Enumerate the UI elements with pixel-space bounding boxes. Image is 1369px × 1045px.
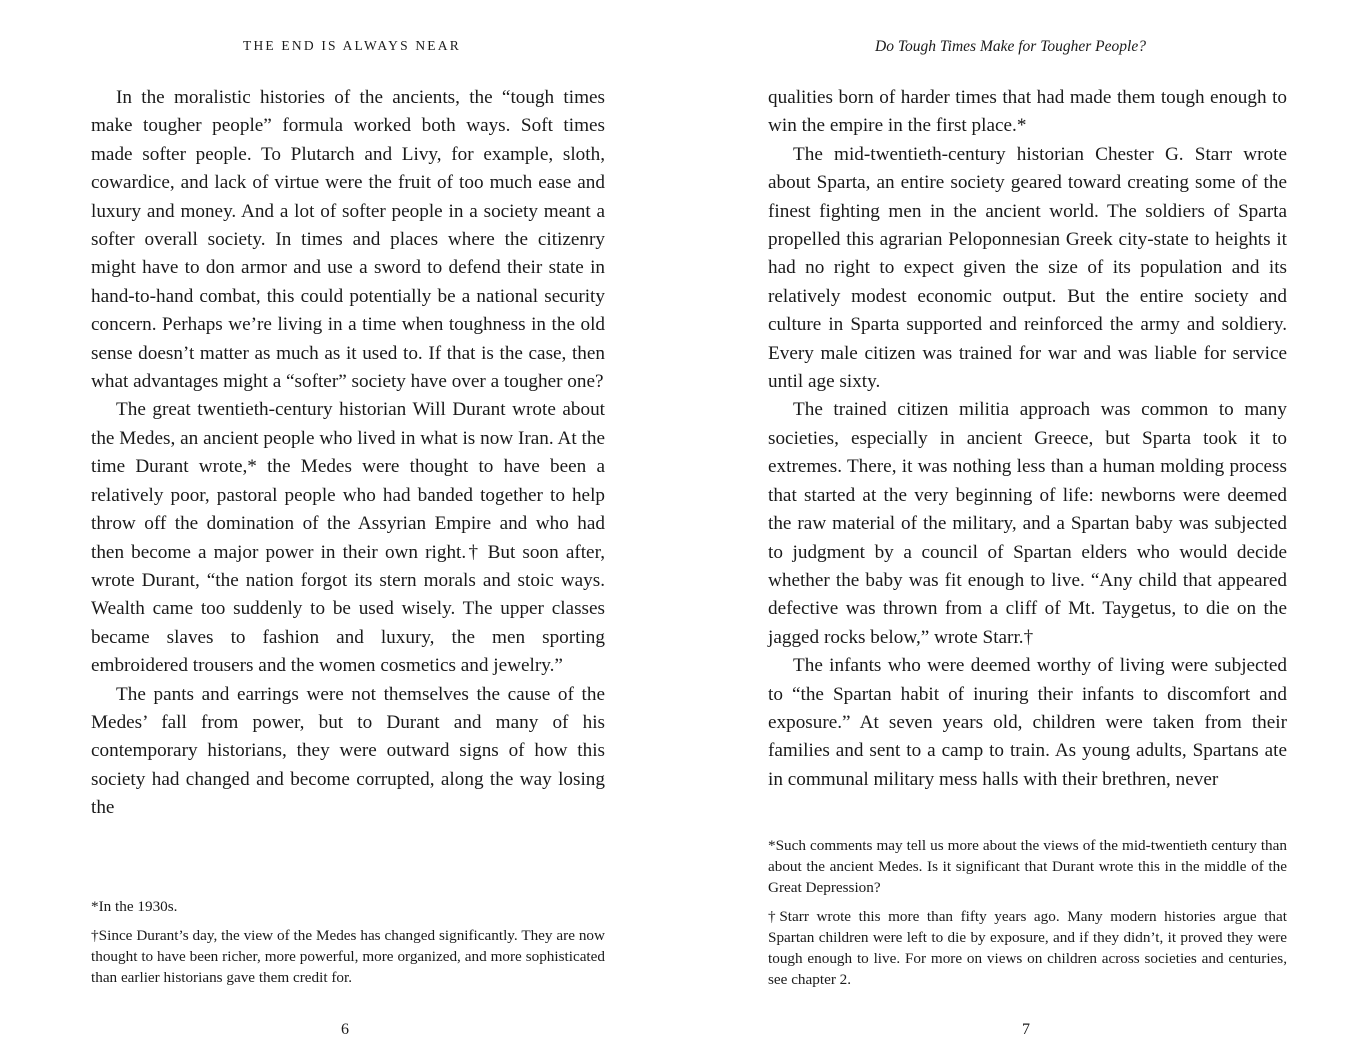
paragraph: qualities born of harder times that had made them tough enough to win the empire in the first place.* xyxy=(768,87,1287,137)
page-number: 6 xyxy=(341,1021,349,1038)
footnote: †Starr wrote this more than fifty years ago. Many modern histories argue that Spartan children were left to die by exposure, and if they didn’t, it proved they were tough enough to live. For more on views on children across societies and centuries, see chapter 2. xyxy=(768,908,1287,988)
right-page xyxy=(684,0,1369,1045)
paragraph: The pants and earrings were not themselves the cause of the Medes’ fall from power, but to Durant and many of his contemporary historians, they were outward signs of how this society had changed and become corrupted, along the way losing the xyxy=(91,683,605,819)
page-number: 7 xyxy=(1022,1021,1030,1038)
paragraph: The great twentieth-century historian Will Durant wrote about the Medes, an ancient people who lived in what is now Iran. At the time Durant wrote,* the Medes were thought to have been a relatively poor, pastoral people who had banded together to help throw off the domination of the Assyrian Empire and who had then become a major power in their own right.† But soon after, wrote Durant, “the nation forgot its stern morals and stoic ways. Wealth came too suddenly to be used wisely. The upper classes became slaves to fashion and luxury, the men sporting embroidered trousers and the women cosmetics and jewelry.” xyxy=(91,399,605,677)
running-head: THE END IS ALWAYS NEAR xyxy=(243,38,461,53)
paragraph: In the moralistic histories of the ancients, the “tough times make tougher people” formula worked both ways. Soft times made softer people. To Plutarch and Livy, for example, sloth, cowardice, and lack of virtue were the fruit of too much ease and luxury and money. And a lot of softer people in a society meant a softer overall society. In times and places where the citizenry might have to don armor and use a sword to defend their state in hand-to-hand combat, this could potentially be a national security concern. Perhaps we’re living in a time when toughness in the old sense doesn’t matter as much as it used to. If that is the case, then what advantages might a “softer” society have over a tougher one? xyxy=(91,87,605,393)
footnotes xyxy=(768,835,1287,998)
running-head: Do Tough Times Make for Tougher People? xyxy=(875,38,1146,55)
paragraph: The mid-twentieth-century historian Chester G. Starr wrote about Sparta, an entire society geared toward creating some of the finest fighting men in the ancient world. The soldiers of Sparta propelled this agrarian Peloponnesian Greek city-state to heights it had no right to expect given the size of its population and its relatively modest economic output. But the entire society and culture in Sparta supported and reinforced the army and soldiery. Every male citizen was trained for war and was liable for service until age sixty. xyxy=(768,143,1287,393)
footnote: *Such comments may tell us more about the views of the mid-twentieth century than about the ancient Medes. Is it significant that Durant wrote this in the middle of the Great Depression? xyxy=(768,837,1287,896)
footnote: *In the 1930s. xyxy=(91,898,178,915)
body-text xyxy=(91,84,605,823)
left-page xyxy=(0,0,684,1045)
footnote: †Since Durant’s day, the view of the Medes has changed significantly. They are now thought to have been richer, more powerful, more organized, and more sophisticated than earlier historians gave them credit for. xyxy=(91,927,605,986)
footnotes xyxy=(91,896,605,996)
paragraph: The infants who were deemed worthy of living were subjected to “the Spartan habit of inuring their infants to discomfort and exposure.” At seven years old, children were taken from their families and sent to a camp to train. As young adults, Spartans ate in communal military mess halls with their brethren, never xyxy=(768,655,1287,790)
body-text xyxy=(768,84,1287,794)
paragraph: The trained citizen militia approach was common to many societies, especially in ancient Greece, but Sparta took it to extremes. There, it was nothing less than a human molding process that started at the very beginning of life: newborns were deemed the raw material of the military, and a Spartan baby was subjected to judgment by a council of Spartan elders who would decide whether the baby was fit enough to live. “Any child that appeared defective was thrown from a cliff of Mt. Taygetus, to die on the jagged rocks below,” wrote Starr.† xyxy=(768,399,1287,648)
